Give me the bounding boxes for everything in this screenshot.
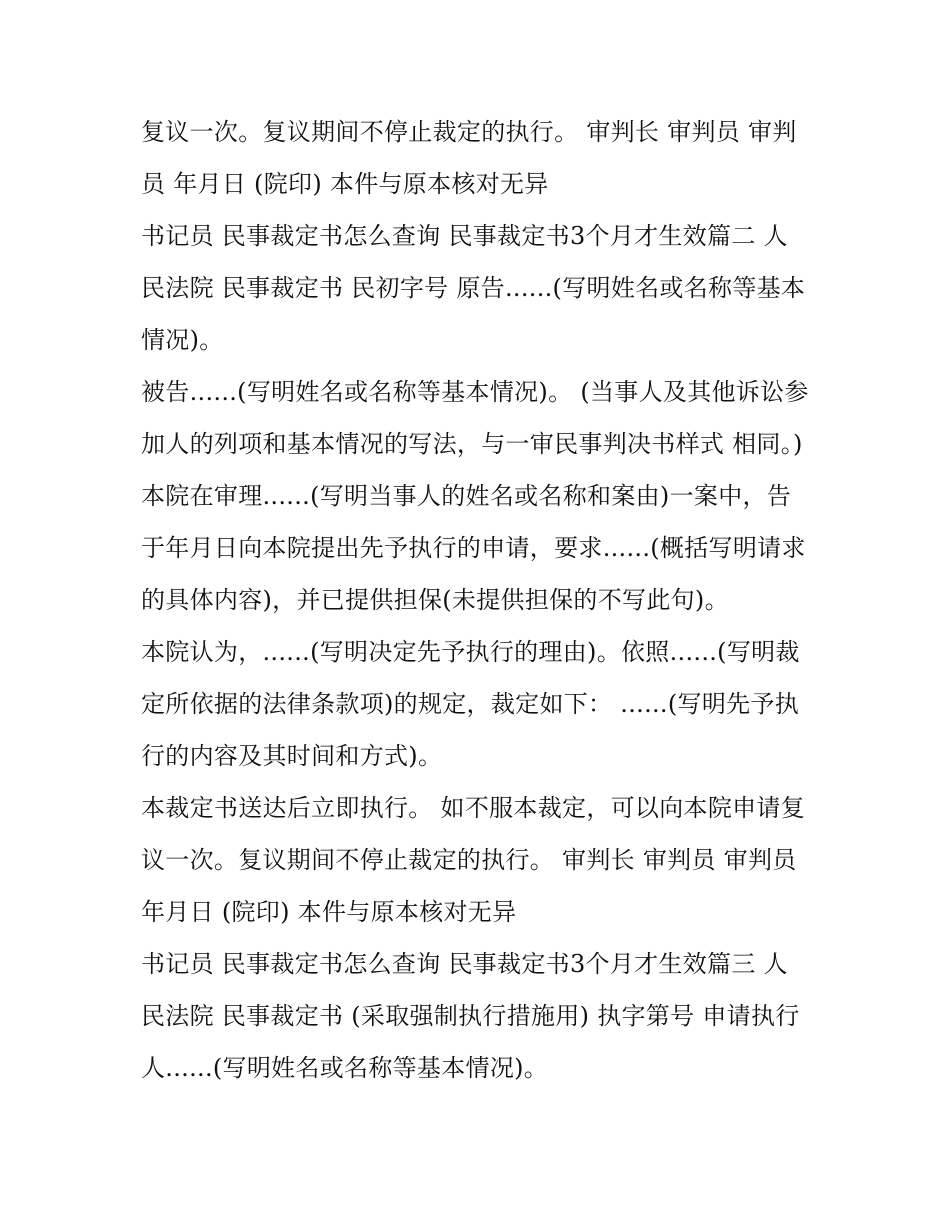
paragraph-4: 本院在审理......(写明当事人的姓名或名称和案由)一案中，告于年月日向本院提出先予执行的申请，要求......(概括写明请求的具体内容)，并已提供担保(未提供担保的不写此句)。 xyxy=(141,482,806,614)
paragraph-2: 书记员 民事裁定书怎么查询 民事裁定书3个月才生效篇二 人民法院 民事裁定书 民初字号 原告......(写明姓名或名称等基本情况)。 xyxy=(141,222,806,354)
paragraph-3: 被告......(写明姓名或名称等基本情况)。 (当事人及其他诉讼参加人的列项和基本情况的写法，与一审民事判决书样式 相同。) xyxy=(141,378,809,458)
paragraph-6: 本裁定书送达后立即执行。 如不服本裁定，可以向本院申请复议一次。复议期间不停止裁定的执行。 审判长 审判员 审判员 年月日 (院印) 本件与原本核对无异 xyxy=(141,794,806,926)
paragraph-7: 书记员 民事裁定书怎么查询 民事裁定书3个月才生效篇三 人民法院 民事裁定书 (采取强制执行措施用) 执字第号 申请执行人......(写明姓名或名称等基本情况)。 xyxy=(141,950,800,1082)
document-body xyxy=(141,106,811,1094)
paragraph-1: 复议一次。复议期间不停止裁定的执行。 审判长 审判员 审判员 年月日 (院印) 本件与原本核对无异 xyxy=(141,118,797,198)
paragraph-5: 本院认为，......(写明决定先予执行的理由)。依照......(写明裁定所依据的法律条款项)的规定，裁定如下： ......(写明先予执行的内容及其时间和方式)。 xyxy=(141,638,800,770)
